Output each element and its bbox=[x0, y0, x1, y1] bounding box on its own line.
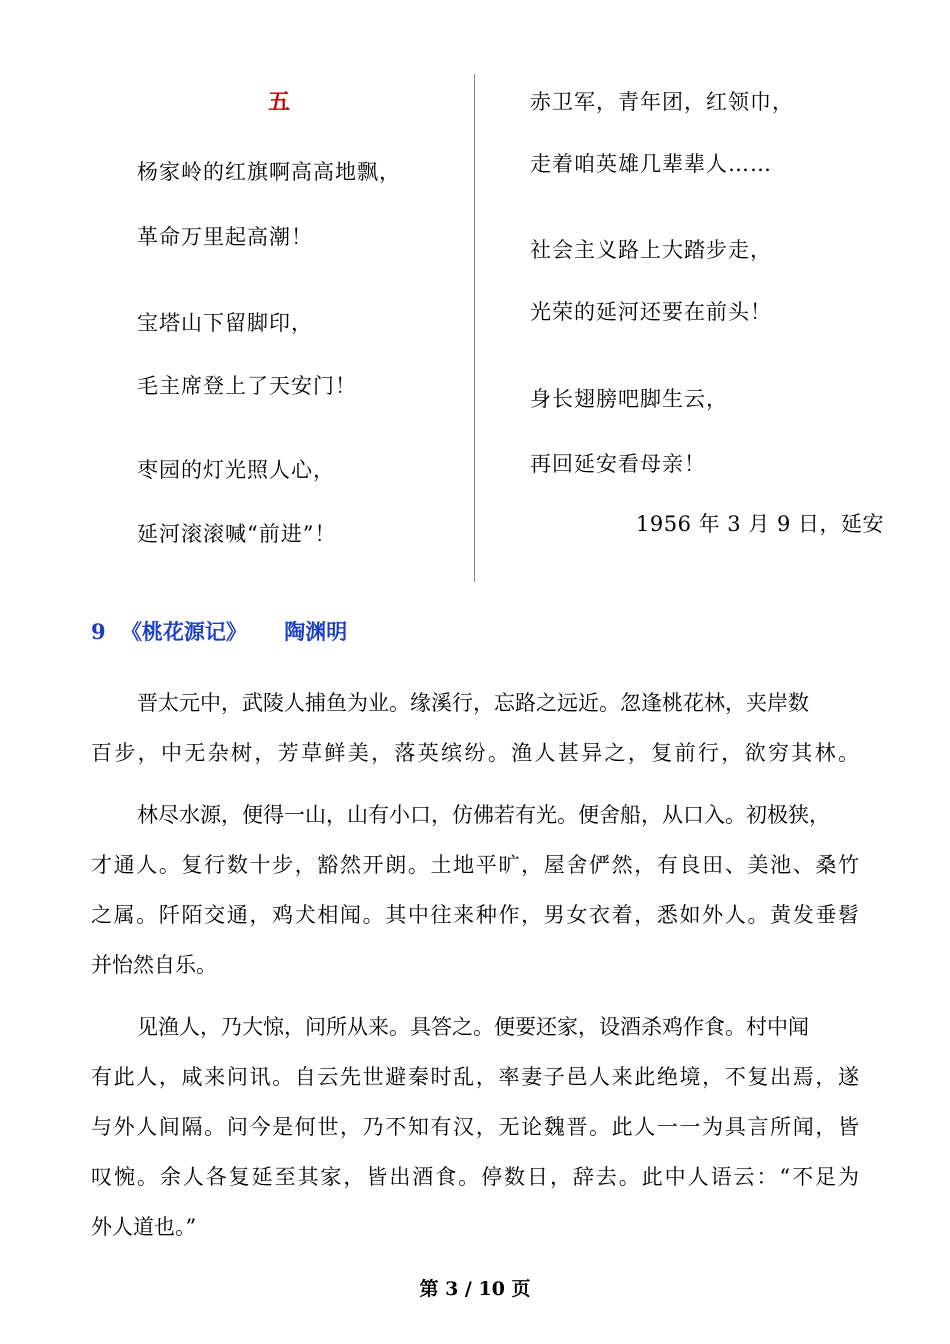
poem-right-line: 光荣的延河还要在前头！ bbox=[530, 300, 772, 324]
poem-section bbox=[0, 0, 950, 590]
poem-right-line: 社会主义路上大踏步走， bbox=[530, 238, 772, 262]
poem-left-line: 杨家岭的红旗啊高高地飘， bbox=[137, 160, 401, 184]
paragraph-line: 外人道也。” bbox=[91, 1215, 197, 1239]
paragraph-line: 林尽水源，便得一山，山有小口，仿佛若有光。便舍船，从口入。初极狭， bbox=[137, 803, 830, 827]
paragraph-line: 并怡然自乐。 bbox=[91, 953, 217, 977]
poem-left-line: 毛主席登上了天安门！ bbox=[137, 374, 357, 398]
article-number: 9 bbox=[91, 619, 106, 644]
poem-left-line: 宝塔山下留脚印， bbox=[137, 311, 313, 335]
poem-right-line: 身长翅膀吧脚生云， bbox=[530, 387, 728, 411]
paragraph-line: 才通人。复行数十步，豁然开朗。土地平旷，屋舍俨然，有良田、美池、桑竹 bbox=[91, 853, 859, 877]
poem-right-line: 再回延安看母亲！ bbox=[530, 452, 706, 476]
paragraph-line: 百步，中无杂树，芳草鲜美，落英缤纷。渔人甚异之，复前行，欲穷其林。 bbox=[91, 741, 859, 765]
poem-left-line: 枣园的灯光照人心， bbox=[137, 458, 335, 482]
page-number: 第 3 / 10 页 bbox=[419, 1278, 531, 1300]
column-divider bbox=[474, 74, 475, 582]
article-heading bbox=[91, 617, 347, 647]
paragraph-line: 叹惋。余人各复延至其家，皆出酒食。停数日，辞去。此中人语云：“不足为 bbox=[91, 1165, 859, 1189]
poem-left-line: 延河滚滚喊“前进”！ bbox=[137, 522, 337, 546]
poem-right-line: 赤卫军，青年团，红领巾， bbox=[530, 90, 794, 114]
paragraph-line: 之属。阡陌交通，鸡犬相闻。其中往来种作，男女衣着，悉如外人。黄发垂髫 bbox=[91, 903, 859, 927]
poem-right-line: 走着咱英雄几辈辈人…… bbox=[530, 152, 772, 176]
stanza-title: 五 bbox=[268, 89, 292, 115]
poem-date: 1956 年 3 月 9 日，延安 bbox=[636, 512, 885, 536]
poem-left-line: 革命万里起高潮！ bbox=[137, 225, 313, 249]
paragraph-line: 有此人，咸来问讯。自云先世避秦时乱，率妻子邑人来此绝境，不复出焉，遂 bbox=[91, 1065, 859, 1089]
paragraph-line: 与外人间隔。问今是何世，乃不知有汉，无论魏晋。此人一一为具言所闻，皆 bbox=[91, 1115, 859, 1139]
article-title: 《桃花源记》 bbox=[120, 619, 247, 644]
paragraph-line: 见渔人，乃大惊，问所从来。具答之。便要还家，设酒杀鸡作食。村中闻 bbox=[137, 1015, 809, 1039]
article-author: 陶渊明 bbox=[284, 619, 348, 644]
paragraph-line: 晋太元中，武陵人捕鱼为业。缘溪行，忘路之远近。忽逢桃花林，夹岸数 bbox=[137, 691, 809, 715]
